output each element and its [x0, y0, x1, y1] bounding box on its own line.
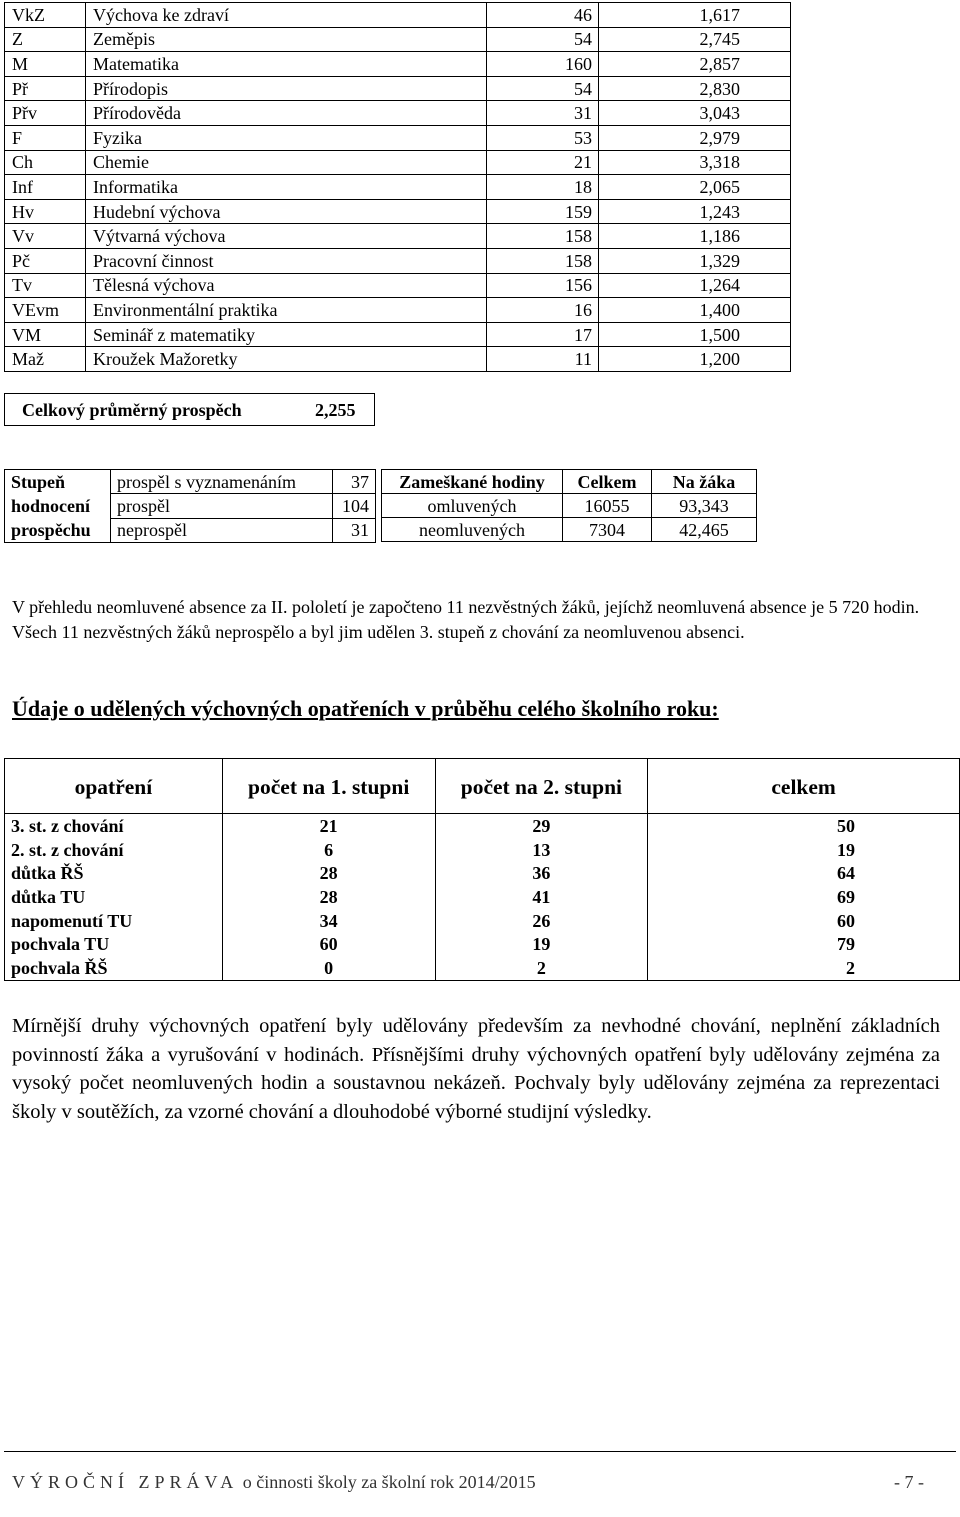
subject-name: Výchova ke zdraví	[86, 3, 487, 28]
subject-name: Matematika	[86, 52, 487, 77]
subject-name: Seminář z matematiky	[86, 322, 487, 347]
measure-name: důtka TU	[5, 885, 223, 909]
measure-row	[5, 932, 960, 956]
measure-second-stage: 26	[435, 909, 648, 933]
grading-row-label: neprospěl	[111, 518, 333, 542]
subject-count: 11	[487, 347, 599, 372]
subject-row	[5, 76, 791, 101]
grading-row-label: prospěl	[111, 494, 333, 518]
grading-row-value: 104	[333, 494, 376, 518]
absence-total: 16055	[563, 494, 652, 518]
footer-title: VÝROČNÍ ZPRÁVA	[12, 1472, 239, 1492]
subject-code: Hv	[5, 199, 86, 224]
absence-note: V přehledu neomluvené absence za II. pololetí je započteno 11 nezvěstných žáků, jejíchž neomluvená absence je 5 720 hodin. Všech 11 nezvěstných žáků neprospělo a byl jim udělen 3. stupeň z chování za neomluvenou absenci.	[12, 597, 920, 642]
subject-row	[5, 248, 791, 273]
subject-name: Environmentální praktika	[86, 298, 487, 323]
grading-label-line: prospěchu	[11, 520, 91, 540]
subject-code: Pč	[5, 248, 86, 273]
subject-average: 1,329	[599, 248, 791, 273]
subject-name: Přírodověda	[86, 101, 487, 126]
subject-name: Fyzika	[86, 125, 487, 150]
subject-count: 31	[487, 101, 599, 126]
subject-count: 53	[487, 125, 599, 150]
subject-count: 158	[487, 224, 599, 249]
subject-row	[5, 199, 791, 224]
grading-row-label: prospěl s vyznamenáním	[111, 470, 333, 494]
subject-row	[5, 27, 791, 52]
measure-first-stage: 28	[222, 861, 435, 885]
subject-name: Tělesná výchova	[86, 273, 487, 298]
subject-name: Chemie	[86, 150, 487, 175]
subject-average: 1,243	[599, 199, 791, 224]
subjects-table	[4, 2, 791, 372]
grading-row-value: 37	[333, 470, 376, 494]
subject-count: 54	[487, 76, 599, 101]
subject-average: 1,200	[599, 347, 791, 372]
subject-code: Vv	[5, 224, 86, 249]
subject-average: 3,318	[599, 150, 791, 175]
subject-row	[5, 175, 791, 200]
absence-per-pupil: 93,343	[652, 494, 757, 518]
measure-row	[5, 956, 960, 980]
subject-code: Z	[5, 27, 86, 52]
measure-total: 64	[648, 861, 960, 885]
subject-row	[5, 125, 791, 150]
subject-count: 18	[487, 175, 599, 200]
measure-total: 19	[648, 838, 960, 862]
subject-row	[5, 224, 791, 249]
measure-total: 2	[648, 956, 960, 980]
subject-count: 46	[487, 3, 599, 28]
subject-code: F	[5, 125, 86, 150]
subject-average: 2,745	[599, 27, 791, 52]
measure-total: 69	[648, 885, 960, 909]
measure-second-stage: 29	[435, 814, 648, 838]
subject-code: VM	[5, 322, 86, 347]
measure-total: 79	[648, 932, 960, 956]
measure-first-stage: 60	[222, 932, 435, 956]
measure-name: důtka ŘŠ	[5, 861, 223, 885]
subject-row	[5, 347, 791, 372]
subject-code: VEvm	[5, 298, 86, 323]
subject-code: Ch	[5, 150, 86, 175]
overall-average-label: Celkový průměrný prospěch	[22, 400, 242, 420]
subject-average: 1,400	[599, 298, 791, 323]
subject-average: 2,065	[599, 175, 791, 200]
subject-count: 158	[487, 248, 599, 273]
subject-average: 1,500	[599, 322, 791, 347]
measures-header: počet na 1. stupni	[222, 759, 435, 814]
footer-divider	[4, 1451, 956, 1452]
subject-name: Informatika	[86, 175, 487, 200]
subject-name: Výtvarná výchova	[86, 224, 487, 249]
grading-row-value: 31	[333, 518, 376, 542]
subject-row	[5, 322, 791, 347]
measure-row	[5, 885, 960, 909]
subject-name: Kroužek Mažoretky	[86, 347, 487, 372]
absence-table	[381, 469, 757, 542]
subject-count: 17	[487, 322, 599, 347]
absence-per-pupil: 42,465	[652, 518, 757, 542]
subject-code: Přv	[5, 101, 86, 126]
subject-count: 16	[487, 298, 599, 323]
subject-name: Přírodopis	[86, 76, 487, 101]
grading-label-line: hodnocení	[11, 496, 91, 516]
measures-header: celkem	[648, 759, 960, 814]
measure-first-stage: 21	[222, 814, 435, 838]
subject-average: 2,830	[599, 76, 791, 101]
subject-code: Maž	[5, 347, 86, 372]
measure-name: pochvala ŘŠ	[5, 956, 223, 980]
measure-name: 3. st. z chování	[5, 814, 223, 838]
measure-row	[5, 814, 960, 838]
measure-row	[5, 861, 960, 885]
subject-code: VkZ	[5, 3, 86, 28]
subject-row	[5, 150, 791, 175]
subject-average: 3,043	[599, 101, 791, 126]
subject-count: 156	[487, 273, 599, 298]
measures-table	[4, 758, 960, 981]
subject-row	[5, 52, 791, 77]
measure-row	[5, 838, 960, 862]
subject-count: 159	[487, 199, 599, 224]
absence-total: 7304	[563, 518, 652, 542]
subject-code: Inf	[5, 175, 86, 200]
overall-average-value: 2,255	[315, 400, 356, 420]
measure-name: 2. st. z chování	[5, 838, 223, 862]
subject-count: 54	[487, 27, 599, 52]
measures-paragraph: Mírnější druhy výchovných opatření byly udělovány především za nevhodné chování, neplnění základních povinností žáka a vyrušování v hodinách. Přísnějšími druhy výchovných opatření byly udělovány zejména za vysoký počet neomluvených hodin a soustavnou nekázeň. Pochvaly byly udělovány zejména za reprezentaci školy v soutěžích, za vzorné chování a dlouhodobé výborné studijní výsledky.	[12, 1015, 940, 1123]
measure-row	[5, 909, 960, 933]
measure-total: 50	[648, 814, 960, 838]
measure-second-stage: 19	[435, 932, 648, 956]
subject-average: 1,617	[599, 3, 791, 28]
measures-header: opatření	[5, 759, 223, 814]
absence-type: omluvených	[382, 494, 563, 518]
subject-average: 2,979	[599, 125, 791, 150]
subject-name: Pracovní činnost	[86, 248, 487, 273]
subject-count: 160	[487, 52, 599, 77]
grading-table	[4, 469, 376, 543]
measure-second-stage: 13	[435, 838, 648, 862]
subject-code: Př	[5, 76, 86, 101]
absence-header: Zameškané hodiny	[382, 470, 563, 494]
subject-row	[5, 298, 791, 323]
subject-average: 1,186	[599, 224, 791, 249]
measure-first-stage: 6	[222, 838, 435, 862]
measure-first-stage: 34	[222, 909, 435, 933]
measure-name: napomenutí TU	[5, 909, 223, 933]
absence-header: Celkem	[563, 470, 652, 494]
measure-first-stage: 0	[222, 956, 435, 980]
page-footer	[12, 1472, 932, 1493]
measure-second-stage: 2	[435, 956, 648, 980]
measure-total: 60	[648, 909, 960, 933]
measure-second-stage: 36	[435, 861, 648, 885]
subject-average: 2,857	[599, 52, 791, 77]
subject-name: Hudební výchova	[86, 199, 487, 224]
subject-code: M	[5, 52, 86, 77]
footer-subtitle: o činnosti školy za školní rok 2014/2015	[242, 1472, 536, 1492]
subject-average: 1,264	[599, 273, 791, 298]
page-number: - 7 -	[894, 1472, 924, 1492]
subject-row	[5, 101, 791, 126]
subject-count: 21	[487, 150, 599, 175]
measure-second-stage: 41	[435, 885, 648, 909]
subject-name: Zeměpis	[86, 27, 487, 52]
absence-type: neomluvených	[382, 518, 563, 542]
grading-label-line: Stupeň	[11, 472, 66, 492]
grading-label	[5, 470, 111, 543]
section-heading: Údaje o udělených výchovných opatřeních v průběhu celého školního roku:	[12, 696, 719, 721]
subject-code: Tv	[5, 273, 86, 298]
measures-header: počet na 2. stupni	[435, 759, 648, 814]
subject-row	[5, 3, 791, 28]
measure-first-stage: 28	[222, 885, 435, 909]
absence-header: Na žáka	[652, 470, 757, 494]
subject-row	[5, 273, 791, 298]
measure-name: pochvala TU	[5, 932, 223, 956]
overall-average-box	[4, 393, 375, 426]
